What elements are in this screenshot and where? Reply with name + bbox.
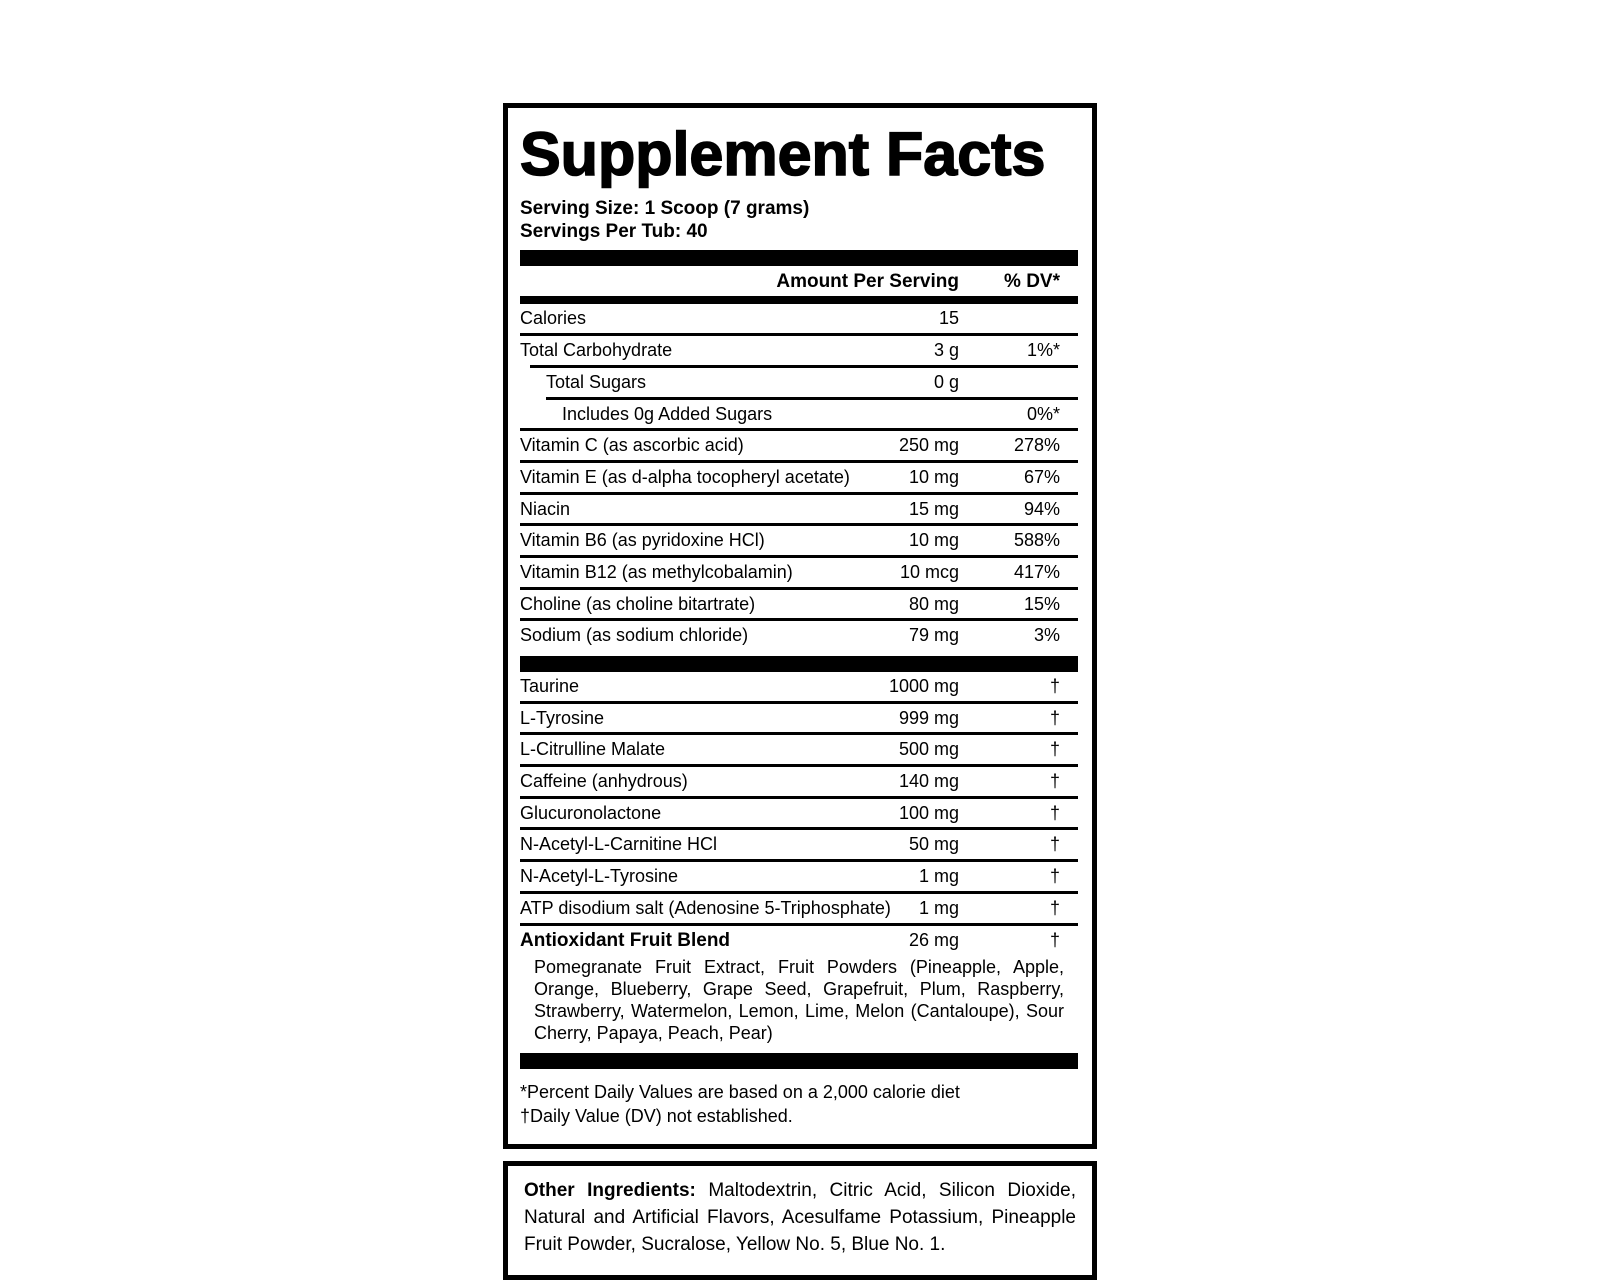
table-row [520, 495, 1078, 524]
row-amount: 50 mg [908, 834, 959, 855]
row-dv: 417% [1013, 561, 1060, 582]
row-amount: 10 mg [908, 466, 959, 487]
serving-size-line: Serving Size: 1 Scoop (7 grams) [520, 198, 810, 220]
row-dv: 67% [1023, 466, 1060, 487]
row-dv: 94% [1023, 498, 1060, 519]
panel-title: Supplement Facts [520, 120, 1046, 188]
row-name: ATP disodium salt (Adenosine 5-Triphosphate) [520, 897, 891, 918]
row-dv: † [1049, 739, 1060, 760]
table-row [520, 304, 1078, 333]
row-name: Sodium (as sodium chloride) [520, 625, 749, 646]
row-dv: † [1049, 707, 1060, 728]
table-row [520, 431, 1078, 460]
row-name: N-Acetyl-L-Tyrosine [520, 866, 679, 887]
other-ingredients-text [524, 1178, 1076, 1259]
row-name: Total Carbohydrate [520, 340, 673, 361]
row-name: Total Sugars [546, 371, 647, 392]
row-dv: 1%* [1026, 340, 1060, 361]
table-row [520, 830, 1078, 859]
amount-column-header: Amount Per Serving [776, 270, 959, 292]
row-dv: 15% [1023, 593, 1060, 614]
row-name: Vitamin B6 (as pyridoxine HCl) [520, 530, 765, 551]
row-amount: 0 g [933, 371, 959, 392]
table-row [520, 767, 1078, 796]
row-amount: 80 mg [908, 593, 959, 614]
other-ingredients-label: Other Ingredients: [524, 1179, 696, 1201]
row-dv: † [1049, 802, 1060, 823]
label-column [503, 103, 1097, 1280]
table-row [520, 799, 1078, 828]
divider-bar-header [520, 296, 1078, 304]
row-amount: 1000 mg [888, 676, 959, 697]
row-dv: 588% [1013, 530, 1060, 551]
divider-bar-middle [520, 656, 1078, 672]
other-ingredients-panel [503, 1161, 1097, 1280]
row-amount: 250 mg [898, 435, 959, 456]
row-dv: 278% [1013, 435, 1060, 456]
supplement-facts-panel [503, 103, 1097, 1149]
table-row [520, 463, 1078, 492]
row-dv: † [1049, 929, 1060, 950]
row-name: Vitamin C (as ascorbic acid) [520, 435, 744, 456]
row-name: N-Acetyl-L-Carnitine HCl [520, 834, 718, 855]
row-name: Vitamin B12 (as methylcobalamin) [520, 561, 793, 582]
fruit-blend-description: Pomegranate Fruit Extract, Fruit Powders (Pineapple, Apple, Orange, Blueberry, Grape Seed, Grapefruit, Plum, Raspberry, Strawberry, Watermelon, Lemon, Lime, Melon (Cantaloupe), Sour Cherry, Papaya, Peach, Pear) [534, 957, 1064, 1044]
table-row [520, 590, 1078, 619]
table-row [520, 672, 1078, 701]
table-row [520, 926, 1078, 956]
row-name: L-Tyrosine [520, 707, 605, 728]
row-amount: 999 mg [898, 707, 959, 728]
other-ingredients-list: Maltodextrin, Citric Acid, Silicon Dioxide, Natural and Artificial Flavors, Acesulfame Potassium, Pineapple Fruit Powder, Sucralose, Yellow No. 5, Blue No. 1. [524, 1179, 1076, 1255]
divider-bar-top [520, 250, 1078, 266]
table-row [520, 862, 1078, 891]
row-amount: 1 mg [918, 866, 959, 887]
row-amount: 3 g [933, 340, 959, 361]
table-row [520, 336, 1078, 365]
row-name: Includes 0g Added Sugars [562, 403, 773, 424]
table-row [520, 400, 1078, 429]
table-row [520, 558, 1078, 587]
table-header [520, 266, 1078, 297]
row-dv: † [1049, 834, 1060, 855]
row-amount: 100 mg [898, 802, 959, 823]
row-dv: 3% [1033, 625, 1060, 646]
table-row [520, 621, 1078, 650]
table-row [520, 704, 1078, 733]
row-amount: 500 mg [898, 739, 959, 760]
row-name-blend: Antioxidant Fruit Blend [520, 929, 731, 951]
row-name: Glucuronolactone [520, 802, 662, 823]
row-dv: † [1049, 866, 1060, 887]
row-amount: 26 mg [908, 929, 959, 950]
row-name: Vitamin E (as d-alpha tocopheryl acetate) [520, 466, 850, 487]
row-amount: 79 mg [908, 625, 959, 646]
row-amount: 140 mg [898, 771, 959, 792]
footnote-percent-dv: *Percent Daily Values are based on a 2,000 calorie diet [520, 1082, 960, 1103]
table-row [520, 368, 1078, 397]
row-dv: † [1049, 771, 1060, 792]
row-dv: † [1049, 676, 1060, 697]
row-amount: 15 mg [908, 498, 959, 519]
servings-per-tub-line: Servings Per Tub: 40 [520, 220, 708, 242]
row-name: Niacin [520, 498, 571, 519]
dv-column-header: % DV* [1004, 270, 1060, 292]
row-name: Caffeine (anhydrous) [520, 771, 688, 792]
row-amount: 1 mg [918, 897, 959, 918]
footnote-dagger: †Daily Value (DV) not established. [520, 1105, 793, 1126]
row-name: Calories [520, 308, 587, 329]
row-amount: 10 mcg [899, 561, 959, 582]
row-amount: 15 [938, 308, 959, 329]
row-amount: 10 mg [908, 530, 959, 551]
divider-bar-bottom [520, 1053, 1078, 1069]
row-name: Taurine [520, 676, 580, 697]
row-name: Choline (as choline bitartrate) [520, 593, 756, 614]
table-row [520, 894, 1078, 923]
row-name: L-Citrulline Malate [520, 739, 666, 760]
row-dv: † [1049, 897, 1060, 918]
table-row [520, 526, 1078, 555]
row-dv: 0%* [1026, 403, 1060, 424]
table-row [520, 735, 1078, 764]
